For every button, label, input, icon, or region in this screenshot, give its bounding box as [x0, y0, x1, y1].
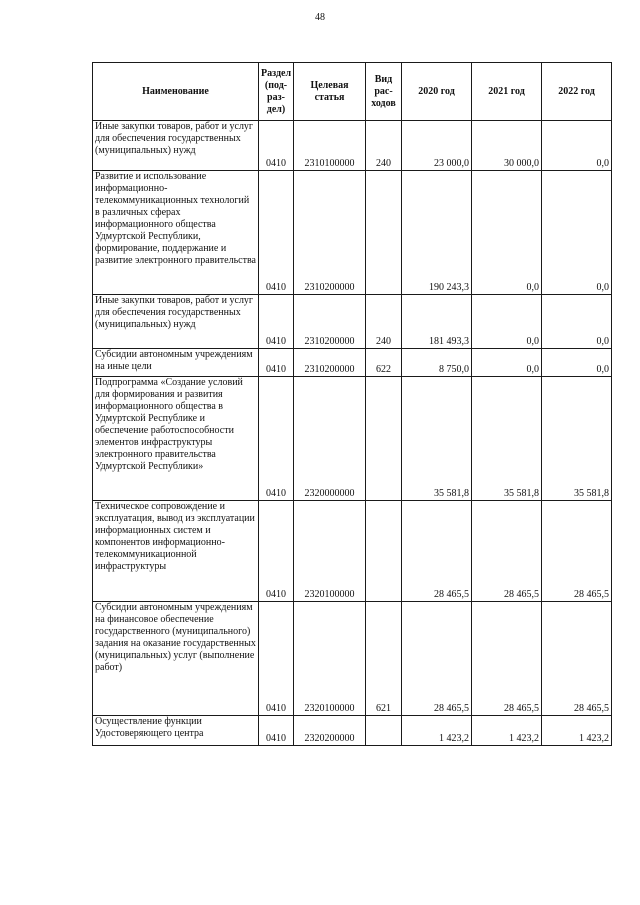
row-name: Иные закупки товаров, работ и услуг для обеспечения государственных (муниципальных) нужд — [93, 295, 259, 349]
row-section: 0410 — [259, 295, 294, 349]
row-section: 0410 — [259, 349, 294, 377]
row-2020: 8 750,0 — [402, 349, 472, 377]
row-target: 2320000000 — [294, 377, 366, 501]
table-row — [93, 295, 612, 349]
row-name: Субсидии автономным учреждениям на иные цели — [93, 349, 259, 377]
header-2020: 2020 год — [402, 63, 472, 121]
row-kind: 622 — [366, 349, 402, 377]
row-2021: 0,0 — [472, 349, 542, 377]
row-2020: 23 000,0 — [402, 121, 472, 171]
row-kind — [366, 716, 402, 746]
row-2021: 28 465,5 — [472, 602, 542, 716]
row-name: Развитие и использование информационно-телекоммуникационных технологий в различных сферах информационного общества Удмуртской Республики, формирование, поддержание и развитие электронного правительства — [93, 171, 259, 295]
row-kind: 240 — [366, 295, 402, 349]
row-section: 0410 — [259, 602, 294, 716]
table-row — [93, 377, 612, 501]
row-2021: 0,0 — [472, 171, 542, 295]
table-header-row — [93, 63, 612, 121]
row-section: 0410 — [259, 377, 294, 501]
row-2020: 190 243,3 — [402, 171, 472, 295]
row-kind: 240 — [366, 121, 402, 171]
row-name: Осуществление функции Удостоверяющего центра — [93, 716, 259, 746]
row-2022: 0,0 — [542, 349, 612, 377]
row-name: Субсидии автономным учреждениям на финансовое обеспечение государственного (муниципального) задания на оказание государственных (муниципальных) услуг (выполнение работ) — [93, 602, 259, 716]
table-row — [93, 171, 612, 295]
row-kind — [366, 501, 402, 602]
row-kind: 621 — [366, 602, 402, 716]
row-section: 0410 — [259, 501, 294, 602]
row-2020: 28 465,5 — [402, 602, 472, 716]
header-2022: 2022 год — [542, 63, 612, 121]
row-target: 2310200000 — [294, 171, 366, 295]
row-2022: 0,0 — [542, 171, 612, 295]
table-row — [93, 349, 612, 377]
table-row — [93, 121, 612, 171]
row-2020: 181 493,3 — [402, 295, 472, 349]
header-section: Раздел (под-раз-дел) — [259, 63, 294, 121]
row-target: 2310200000 — [294, 295, 366, 349]
page-number: 48 — [315, 12, 325, 23]
row-kind — [366, 377, 402, 501]
row-2022: 1 423,2 — [542, 716, 612, 746]
row-section: 0410 — [259, 171, 294, 295]
row-2022: 28 465,5 — [542, 602, 612, 716]
table-row — [93, 501, 612, 602]
row-kind — [366, 171, 402, 295]
row-target: 2320100000 — [294, 602, 366, 716]
row-2021: 35 581,8 — [472, 377, 542, 501]
row-name: Подпрограмма «Создание условий для формирования и развития информационного общества в Удмуртской Республике и обеспечение работоспособности элементов инфраструктуры электронного правительства Удмуртской Республики» — [93, 377, 259, 501]
row-2022: 35 581,8 — [542, 377, 612, 501]
row-target: 2310200000 — [294, 349, 366, 377]
header-name: Наименование — [93, 63, 259, 121]
table-row — [93, 602, 612, 716]
row-target: 2310100000 — [294, 121, 366, 171]
budget-table — [92, 62, 612, 746]
row-name: Иные закупки товаров, работ и услуг для обеспечения государственных (муниципальных) нужд — [93, 121, 259, 171]
row-target: 2320200000 — [294, 716, 366, 746]
header-2021: 2021 год — [472, 63, 542, 121]
table-row — [93, 716, 612, 746]
row-2021: 28 465,5 — [472, 501, 542, 602]
row-name: Техническое сопровождение и эксплуатация, вывод из эксплуатации информационных систем и компонентов информационно-телекоммуникационной инфраструктуры — [93, 501, 259, 602]
row-2020: 35 581,8 — [402, 377, 472, 501]
row-section: 0410 — [259, 716, 294, 746]
row-2022: 28 465,5 — [542, 501, 612, 602]
row-2020: 1 423,2 — [402, 716, 472, 746]
row-2021: 1 423,2 — [472, 716, 542, 746]
header-kind: Вид рас-ходов — [366, 63, 402, 121]
row-section: 0410 — [259, 121, 294, 171]
row-2022: 0,0 — [542, 121, 612, 171]
row-target: 2320100000 — [294, 501, 366, 602]
row-2021: 0,0 — [472, 295, 542, 349]
row-2022: 0,0 — [542, 295, 612, 349]
row-2021: 30 000,0 — [472, 121, 542, 171]
header-target: Целевая статья — [294, 63, 366, 121]
row-2020: 28 465,5 — [402, 501, 472, 602]
